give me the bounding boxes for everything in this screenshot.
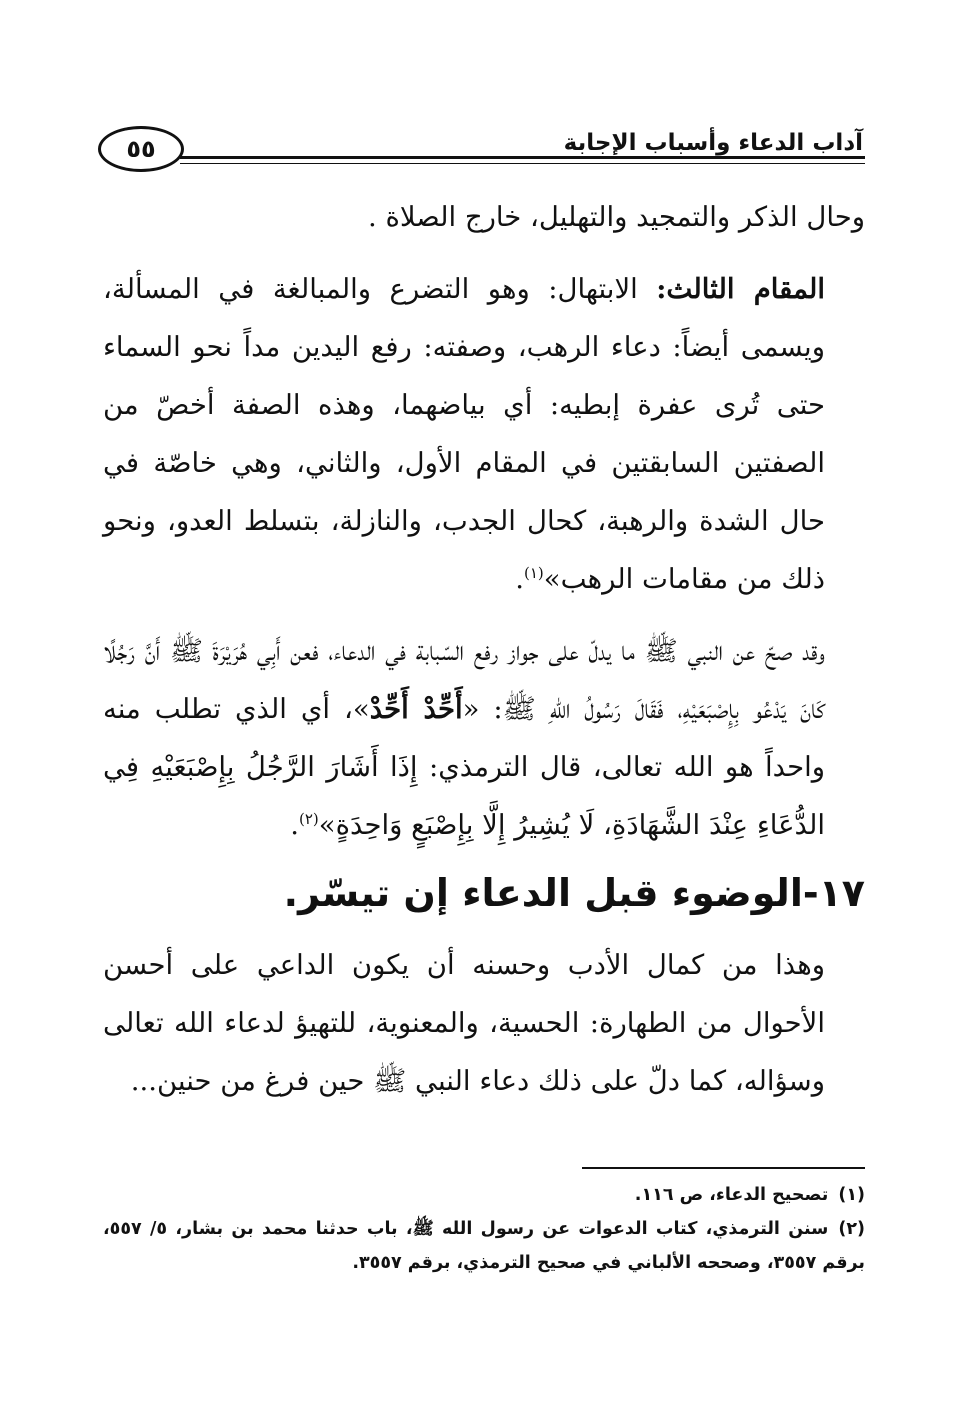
footnote-separator [582,1167,865,1169]
paragraph-spacer [103,246,865,260]
running-header-title: آداب الدعاء وأسباب الإجابة [563,130,863,156]
footnote-1-text: تصحيح الدعاء، ص ١١٦. [634,1185,829,1205]
header-rule-thin [180,163,865,164]
paragraph-3 [103,622,865,854]
paragraph-2-lead: المقام الثالث: [656,273,825,305]
section-heading: ١٧-الوضوء قبل الدعاء إن تيسّر. [283,871,865,915]
footnote-2 [103,1212,865,1280]
footnote-2-number: (٢) [838,1219,865,1239]
paragraph-2 [103,260,865,608]
footnote-1 [103,1178,865,1212]
header-rule-thick [180,156,865,159]
footnotes [103,1178,865,1280]
page-number [98,126,184,172]
page-number-text: ٥٥ [126,135,156,163]
paragraph-3-part-a: وقد صحّ عن النبي ﷺ ما يدلّ على جواز رفع السّبابة في الدعاء، فعن أَبِي هُرَيْرَةَ ﷺ أَنَّ رَجُلًا كَانَ يَدْعُو بِإِصْبَعَيْهِ، فَقَالَ رَسُولُ اللهِ ﷺ: « [103,635,825,725]
paragraph-2-end: . [515,563,524,595]
paragraph-3-hadith-bold: أَحِّدْ أَحِّدْ [369,693,463,725]
paragraph-3-part-b: »، أي الذي تطلب منه واحداً هو الله تعالى، قال الترمذي: إِذَا أَشَارَ الرَّجُلُ بِإِصْبَعَيْهِ فِي الدُّعَاءِ عِنْدَ الشَّهَادَةِ، لَا يُشِيرُ إِلَّا بِإِصْبَعٍ وَاحِدَةٍ» [103,693,825,841]
main-text [103,188,865,1110]
paragraph-4: وهذا من كمال الأدب وحسنه أن يكون الداعي على أحسن الأحوال من الطهارة: الحسية، والمعنوية، للتهيؤ لدعاء الله تعالى وسؤاله، كما دلّ على ذلك دعاء النبي ﷺ حين فرغ من حنين... [103,949,825,1097]
paragraph-spacer [103,608,865,622]
footnote-ref-1: (١) [523,563,544,582]
paragraph-3-end: . [290,809,299,841]
paragraph-1: وحال الذكر والتمجيد والتهليل، خارج الصلاة . [367,201,865,233]
footnote-1-number: (١) [838,1185,865,1205]
footnote-2-text: سنن الترمذي، كتاب الدعوات عن رسول الله ﷺ، باب حدثنا محمد بن بشار، ٥/ ٥٥٧، برقم ٣٥٥٧، وصححه الألباني في صحيح الترمذي، برقم ٣٥٥٧. [103,1219,865,1273]
paragraph-2-text: الابتهال: وهو التضرع والمبالغة في المسألة، ويسمى أيضاً: دعاء الرهب، وصفته: رفع اليدين مداً نحو السماء حتى تُرى عفرة إبطيه: أي بياضهما، وهذه الصفة أخصّ من الصفتين السابقتين في المقام الأول، والثاني، وهي خاصّة في حال الشدة والرهبة، كحال الجدب، والنازلة، بتسلط العدو، ونحو ذلك من مقامات الرهب» [103,273,825,595]
footnote-ref-2: (٢) [299,809,319,828]
